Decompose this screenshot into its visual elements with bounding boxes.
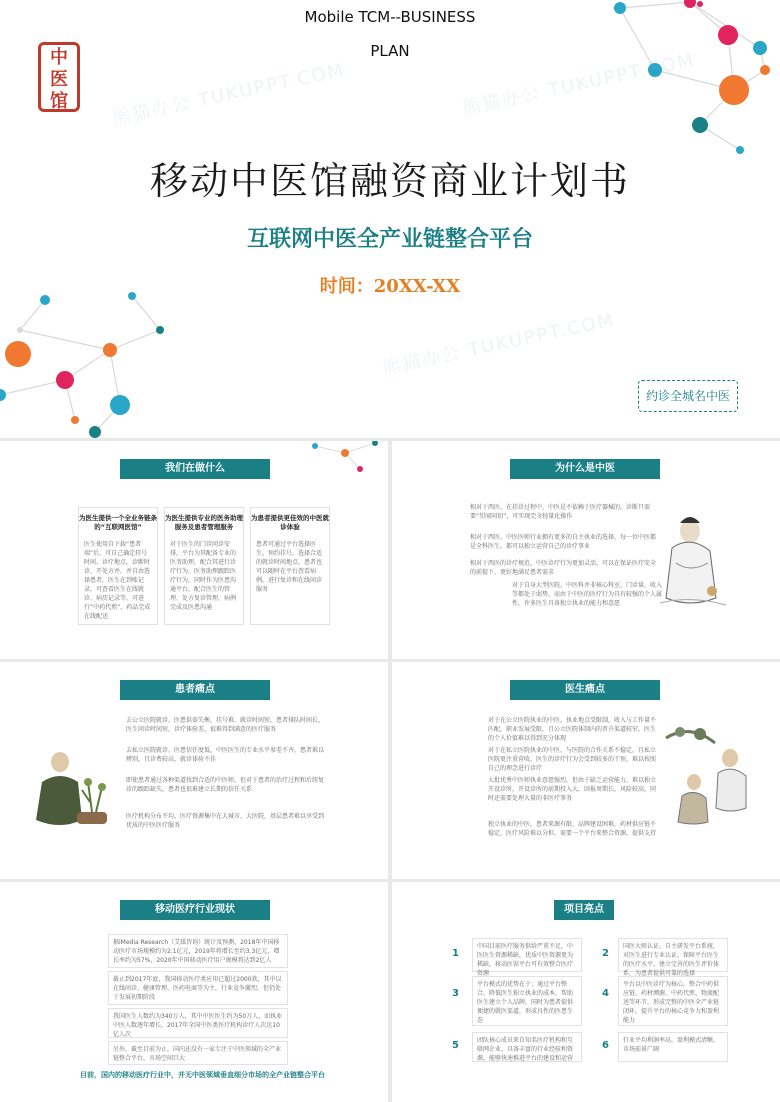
slide-title: 医生痛点 xyxy=(510,680,660,700)
service-card xyxy=(250,507,330,625)
pain-point-text: 对于在公立医院执业的中医，执业地点受限制，收入与工作量不匹配，职业发展受限，且公立医院体制内的晋升渠道较窄，医生的个人价值难以得到充分体现 xyxy=(488,717,657,742)
service-card xyxy=(78,507,158,625)
pain-point-text: 大批优秀中医师执业意愿强烈，但由于缺乏运营能力，难以独立开设诊所，开设诊所的前期投入大，回报周期长，风险较高，同时还需要处理大量的非医疗事务 xyxy=(488,777,657,802)
reason-text: 相对于西医，在挂诊过程中，中医是不依赖于医疗器械的，诊断只需要“望闻问切”，可实现完全轻量化操作 xyxy=(470,504,651,520)
watermark: 熊猫办公 TUKUPPT.COM xyxy=(110,59,347,130)
pain-point-text: 对于在私立医院执业的中医，与医院的合作关系不稳定，且私立医院更注重营收，医生的诊疗行为会受到较多的干预，难以按照自己的理念进行诊疗 xyxy=(488,747,657,772)
highlight-item: 团队核心成员来自知名医疗机构和互联网企业，具备丰富的行业经验和资源，能够快速推进平台的建设和运营 xyxy=(472,1032,582,1062)
slide-doctor-pain xyxy=(392,662,780,879)
reason-text: 相对于西医的诊疗规范，中医诊疗行为更加灵活，可以在保证医疗安全的前提下，更好地满足患者需求 xyxy=(470,560,657,576)
industry-fact: 我国医生人数约为340万人，其中中医医生约为50万人，而执业中医人数逐年增长，2017年全国中医类医疗机构诊疗人次达10亿人次 xyxy=(108,1008,288,1038)
highlight-number: 6 xyxy=(602,1040,609,1051)
reason-text: 对于自身大型医院，中医科并非核心科室，门诊量、收入等都处于弱势，而由于中医的医疗行为具有较强的个人属性，许多医生具备独立执业的能力和意愿 xyxy=(512,582,663,607)
highlight-number: 5 xyxy=(452,1040,459,1051)
card-body: 患者可通过平台选择医生，预约挂号，选择合适的就诊时间地点，患者也可以随时在平台查看病例，进行复诊和在线问诊服务 xyxy=(256,541,323,593)
slide-industry-status xyxy=(0,882,388,1102)
watermark: 熊猫办公 TUKUPPT.COM xyxy=(380,309,617,380)
highlight-number: 2 xyxy=(602,948,609,959)
cover-slide xyxy=(0,0,780,438)
tcm-seal-logo: 中 医 馆 xyxy=(38,42,80,112)
slide-title: 项目亮点 xyxy=(554,900,614,920)
highlight-item: 平台以中医诊疗为核心，整合中药供应链、药材溯源、中药代煎、物流配送等环节，形成完整的中医全产业链闭环，提升平台的核心竞争力和盈利能力 xyxy=(618,976,728,1026)
industry-fact: 另外，截至目前为止，国内还没有一家专注于中医领域的全产业链整合平台，市场空间巨大 xyxy=(108,1041,288,1065)
card-title: 为患者提供更佳效的中医就诊体验 xyxy=(251,514,329,531)
slide-title: 我们在做什么 xyxy=(120,459,270,479)
pain-point-text: 医疗机构分布不均，医疗资源集中在大城市、大医院，基层患者难以享受到优质的中医医疗服务 xyxy=(126,813,325,829)
industry-fact: 据iMedia Research（艾媒咨询）统计及预测，2018年中国移动医疗市场规模约为2.1亿元，2019年将增长至约3.3亿元，增长率约为57%，2020年中国移动医疗用户规模将达到2亿人 xyxy=(108,934,288,968)
highlight-item: 平台模式的优势在于：通过平台整合，降低医生独立执业的成本，帮助医生建立个人品牌，同时为患者提供便捷的就医渠道，形成良性的医患生态 xyxy=(472,976,582,1026)
cover-subtitle: 互联网中医全产业链整合平台 xyxy=(246,226,533,252)
slide-what-we-do xyxy=(0,441,388,659)
service-card xyxy=(164,507,244,625)
herbalist-figure-icon xyxy=(22,742,122,842)
pain-point-text: 去公立医院就诊，医患供需失衡，挂号难、就诊时间短，患者排队时间长，医生问诊时间短，诊疗体验差，很难得到满意的医疗服务 xyxy=(126,717,325,733)
highlight-number: 1 xyxy=(452,948,459,959)
pain-point-text: 即使患者通过各种渠道找到合适的中医师，但对于患者的治疗过程和后续复诊的跟踪缺失，患者也很难建立长期的信任关系 xyxy=(126,777,325,793)
card-title: 为医生提供一个全业务链条的“互联网医馆” xyxy=(79,514,157,531)
card-body: 医生使用自下载“患者端”后，可自己确定挂号时间、诊疗地点，诊断时诊、开处方并，并自由选择患者，医生在到账记录，可查看医生在线就诊、病历记录等，可进行“中药代煎”，药品完成在线配送 xyxy=(84,541,151,620)
industry-summary: 目前，国内的移动医疗行业中，并无中医领域垂直细分市场的全产业链整合平台 xyxy=(80,1071,325,1079)
ink-painting-scholars-icon xyxy=(660,718,756,828)
pain-point-text: 独立执业的中医，患者来源有限，品牌建设困难，药材供应链不稳定，医疗风险难以分担，需要一个平台来整合资源、提供支持 xyxy=(488,821,657,837)
ink-painting-sage-icon xyxy=(650,503,730,613)
header-line-2: PLAN xyxy=(370,42,410,60)
book-doctor-button[interactable]: 约诊全城名中医 xyxy=(638,380,738,412)
cover-time: 时间：20XX-XX xyxy=(319,276,461,297)
slide-highlights xyxy=(392,882,780,1102)
slide-patient-pain xyxy=(0,662,388,879)
slide-title: 移动医疗行业现状 xyxy=(120,900,270,920)
reason-text: 相对于西医，中医医师行业拥有更多的自主执业的选择，每一位中医都是全科医生，都可以独立运营自己的诊疗事业 xyxy=(470,534,657,550)
slide-title: 患者痛点 xyxy=(120,680,270,700)
watermark: 熊猫办公 TUKUPPT.COM xyxy=(460,49,697,120)
card-title: 为医生提供专业的医务助理服务及患者管理服务 xyxy=(165,514,243,531)
highlight-number: 3 xyxy=(452,988,459,999)
industry-fact: 截止到2017年底，我国移动医疗类应用已超过2000款，其中以在线问诊、健康管理、医药电商等为主，行业竞争激烈，但仍处于发展初期阶段 xyxy=(108,971,288,1005)
header-line-1: Mobile TCM--BUSINESS xyxy=(304,8,476,26)
highlight-item: 国医大师认证，自主研发平台系统，对医生进行专业认证，保障平台医生的医疗水平，建立完善的医生评价体系，为患者提供可靠的选择 xyxy=(618,938,728,972)
highlight-item: 行业平均利润率高，盈利模式清晰，市场前景广阔 xyxy=(618,1032,728,1062)
pain-point-text: 去私立医院就诊，医患信任度低，中医医生的专业水平参差不齐，患者难以辨别，且诊费较高，就诊体验不佳 xyxy=(126,747,325,763)
slide-why-tcm xyxy=(392,441,780,659)
card-body: 对于医生的门诊问诊安排，平台为其配备专业的医务助理，配合其进行诊疗行为，医务助理跟踪医疗行为，同时作为医患沟通平台，配合医生的管理、处方复诊管理，病例完成及医患沟通 xyxy=(170,541,237,611)
highlight-number: 4 xyxy=(602,988,609,999)
highlight-item: 中国目前医疗服务供给严重不足，中医医生资源稀缺，优质中医资源更为稀缺，移动医馆平台可有效整合医疗资源 xyxy=(472,938,582,972)
cover-title: 移动中医馆融资商业计划书 xyxy=(149,159,630,203)
slide-title: 为什么是中医 xyxy=(510,459,660,479)
